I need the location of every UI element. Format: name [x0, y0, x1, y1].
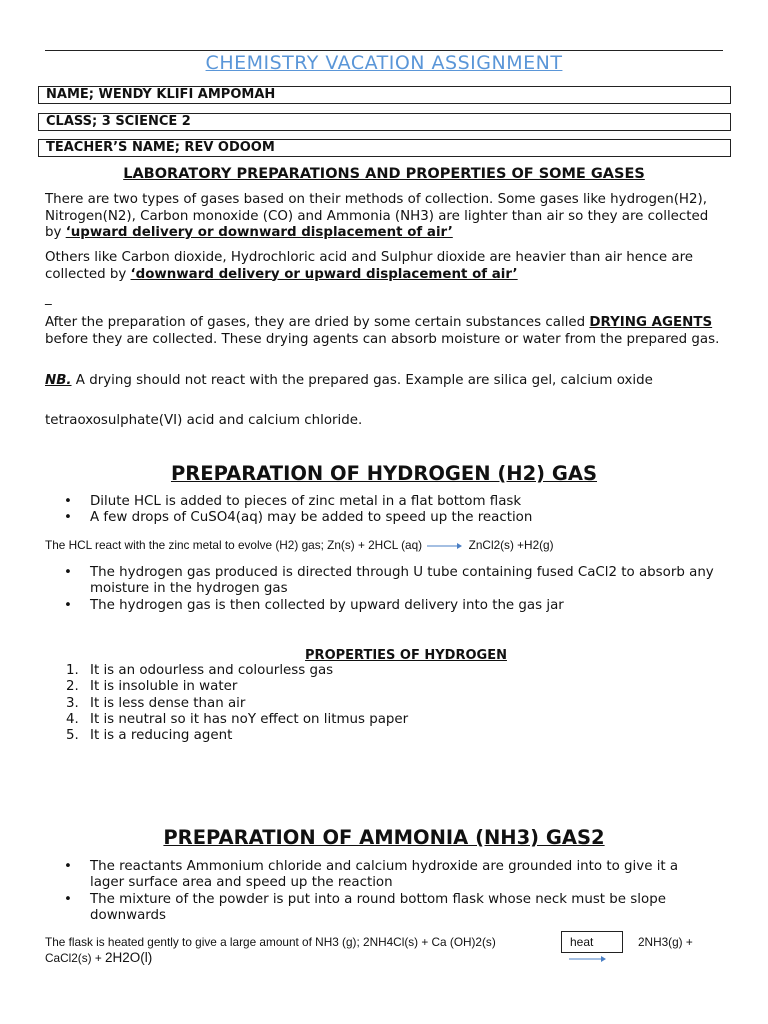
class-field: CLASS; 3 SCIENCE 2 — [38, 113, 731, 131]
ammonia-equation-line2: CaCl2(s) + 2H2O(l) — [45, 950, 153, 965]
note-paragraph: NB. A drying should not react with the prepared gas. Example are silica gel, calcium oxide — [45, 373, 653, 388]
hydrogen-bullets-1 — [64, 494, 714, 527]
ammonia-heading: PREPARATION OF AMMONIA (NH3) GAS2 — [163, 826, 605, 849]
list-item: • A few drops of CuSO4(aq) may be added to speed up the reaction — [64, 510, 714, 526]
page-title: CHEMISTRY VACATION ASSIGNMENT — [205, 52, 563, 74]
list-item: 4. It is neutral so it has noY effect on litmus paper — [66, 711, 409, 727]
list-item: 5. It is a reducing agent — [66, 728, 233, 744]
list-item: • The reactants Ammonium chloride and calcium hydroxide are grounded into to give it a lager surface area and speed up the reaction — [64, 859, 714, 892]
list-item: 2. It is insoluble in water — [66, 679, 238, 695]
note-paragraph-continued: tetraoxosulphate(VI) acid and calcium chloride. — [45, 413, 363, 428]
paragraph-heavier-gases: Others like Carbon dioxide, Hydrochloric acid and Sulphur dioxide are heavier than air hence are collected by ‘downward delivery or upward displacement of air’ — [45, 250, 694, 282]
stray-dash: _ — [45, 291, 52, 306]
list-item: • The hydrogen gas is then collected by upward delivery into the gas jar — [64, 598, 714, 614]
list-item: 3. It is less dense than air — [66, 695, 246, 711]
ammonia-equation-products: 2NH3(g) + — [638, 935, 693, 949]
ammonia-equation: The flask is heated gently to give a large amount of NH3 (g); 2NH4Cl(s) + Ca (OH)2(s) — [45, 935, 496, 949]
paragraph-drying-agents: After the preparation of gases, they are dried by some certain substances called DRYING AGENTS before they are collected. These drying agents can absorb moisture or water from the prepared gas. — [45, 315, 720, 347]
top-rule — [45, 50, 723, 51]
ammonia-bullets — [64, 859, 714, 924]
list-item: • The hydrogen gas produced is directed through U tube containing fused CaCl2 to absorb any moisture in the hydrogen gas — [64, 565, 714, 598]
lab-heading: LABORATORY PREPARATIONS AND PROPERTIES OF SOME GASES — [123, 166, 645, 182]
hydrogen-equation: The HCL react with the zinc metal to evolve (H2) gas; Zn(s) + 2HCL (aq) ZnCl2(s) +H2(g) — [45, 538, 554, 552]
hydrogen-bullets-2 — [64, 565, 714, 614]
arrow-icon — [569, 954, 609, 964]
properties-list — [66, 663, 666, 744]
heat-box: heat — [561, 931, 623, 953]
list-item: • Dilute HCL is added to pieces of zinc metal in a flat bottom flask — [64, 494, 714, 510]
hydrogen-heading: PREPARATION OF HYDROGEN (H2) GAS — [170, 462, 598, 485]
properties-heading: PROPERTIES OF HYDROGEN — [305, 648, 507, 663]
list-item: • The mixture of the powder is put into a round bottom flask whose neck must be slope downwards — [64, 892, 714, 925]
list-item: 1. It is an odourless and colourless gas — [66, 663, 334, 678]
arrow-icon — [427, 541, 463, 551]
teacher-field: TEACHER’S NAME; REV ODOOM — [38, 139, 731, 157]
paragraph-lighter-gases: There are two types of gases based on their methods of collection. Some gases like hydrogen(H2), Nitrogen(N2), Carbon monoxide (CO) and Ammonia (NH3) are lighter than air so they are collected by ‘upward delivery or downward displacement of air’ — [45, 192, 709, 240]
name-field: NAME; WENDY KLIFI AMPOMAH — [38, 86, 731, 104]
